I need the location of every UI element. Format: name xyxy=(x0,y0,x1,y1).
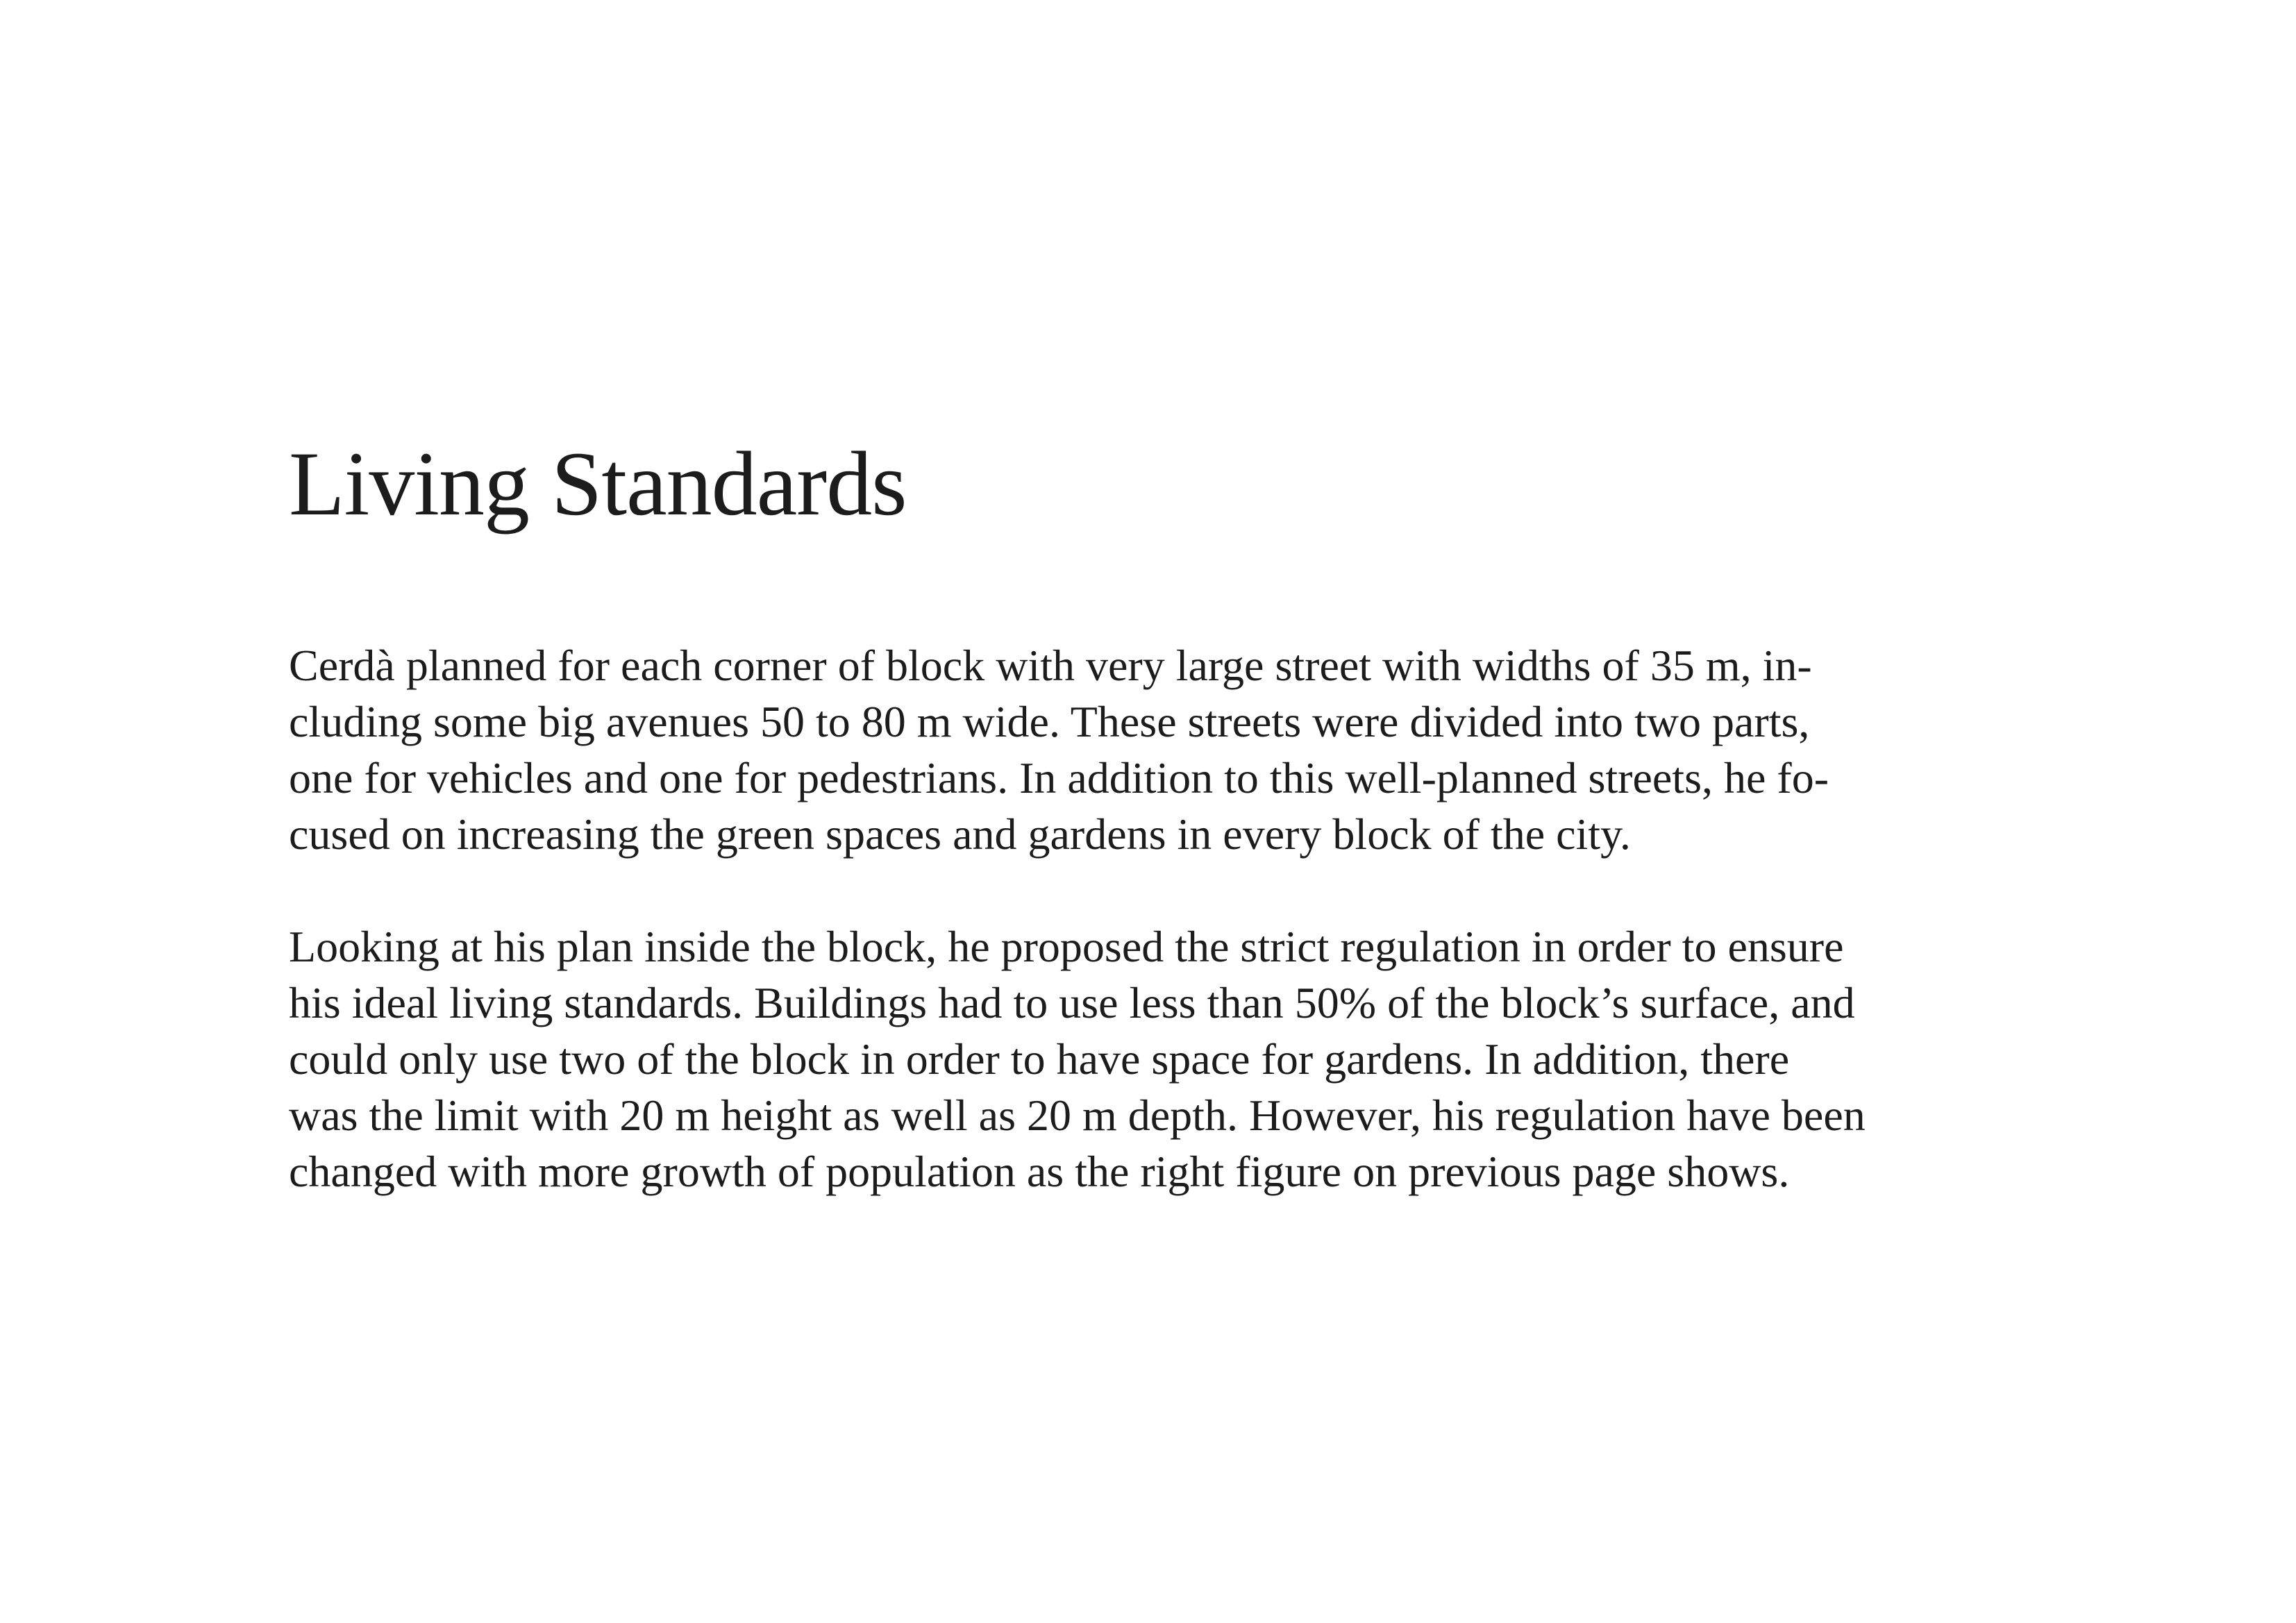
page-title: Living Standards xyxy=(289,432,907,535)
text-line: his ideal living standards. Buildings had to use less than 50% of the block’s surface, and xyxy=(289,978,1855,1027)
text-line: cused on increasing the green spaces and gardens in every block of the city. xyxy=(289,809,1631,859)
text-line: Looking at his plan inside the block, he proposed the strict regulation in order to ensure xyxy=(289,922,1844,971)
text-line: changed with more growth of population as the right figure on previous page shows. xyxy=(289,1147,1790,1196)
paragraph-street-planning xyxy=(289,637,1997,862)
text-line: was the limit with 20 m height as well as 20 m depth. However, his regulation have been xyxy=(289,1091,1866,1140)
paragraph-block-regulation xyxy=(289,918,1997,1200)
text-line: Cerdà planned for each corner of block with very large street with widths of 35 m, in- xyxy=(289,641,1812,690)
text-line: one for vehicles and one for pedestrians. In addition to this well-planned streets, he fo- xyxy=(289,753,1829,802)
text-line: could only use two of the block in order to have space for gardens. In addition, there xyxy=(289,1034,1790,1084)
text-line: cluding some big avenues 50 to 80 m wide. These streets were divided into two parts, xyxy=(289,697,1810,746)
